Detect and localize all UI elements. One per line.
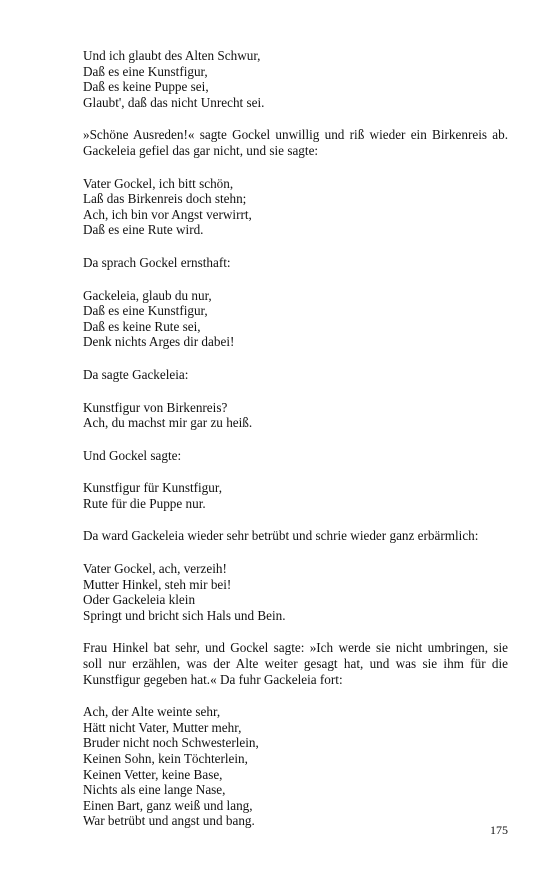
prose-paragraph [83, 448, 508, 464]
prose-paragraph [83, 255, 508, 271]
verse-stanza [83, 400, 508, 431]
verse-line: Oder Gackeleia klein [83, 592, 196, 608]
verse-line: Keinen Sohn, kein Töchterlein, [83, 751, 248, 766]
prose-line: Da sprach Gockel ernsthaft: [83, 254, 231, 270]
verse-line: Kunstfigur von Birkenreis? [83, 399, 228, 415]
verse-line: Mutter Hinkel, steh mir bei! [83, 576, 232, 592]
verse-line: Daß es eine Kunstfigur, [83, 303, 208, 319]
prose-line: Da ward Gackeleia wieder sehr betrübt und schrie wieder ganz erbärmlich: [83, 528, 479, 544]
verse-line: Bruder nicht noch Schwesterlein, [83, 735, 259, 751]
verse-stanza [83, 288, 508, 350]
verse-line: Rute für die Puppe nur. [83, 495, 206, 511]
verse-stanza [83, 704, 508, 829]
verse-stanza [83, 176, 508, 238]
verse-stanza [83, 561, 508, 623]
page-number: 175 [490, 823, 508, 837]
verse-line: Ach, der Alte weinte sehr, [83, 704, 221, 720]
verse-line: Nichts als eine lange Nase, [83, 782, 226, 798]
verse-line: Vater Gockel, ich bitt schön, [83, 175, 234, 191]
prose-paragraph [83, 640, 508, 687]
prose-line: Da sagte Gackeleia: [83, 366, 189, 382]
verse-line: Daß es eine Kunstfigur, [83, 63, 208, 79]
verse-line: Kunstfigur für Kunstfigur, [83, 480, 223, 496]
prose-paragraph [83, 528, 508, 544]
verse-line: Daß es eine Rute wird. [83, 222, 204, 238]
verse-line: Glaubt', daß das nicht Unrecht sei. [83, 94, 265, 110]
verse-line: Denk nichts Arges dir dabei! [83, 334, 235, 350]
verse-line: Daß es keine Puppe sei, [83, 79, 209, 95]
book-page-text [83, 48, 508, 846]
verse-stanza [83, 480, 508, 511]
verse-line: Gackeleia, glaub du nur, [83, 287, 212, 303]
verse-line: Keinen Vetter, keine Base, [83, 766, 223, 782]
prose-line: soll nur erzählen, was der Alte weiter gesagt hat, und was sie ihm für die [83, 656, 508, 672]
verse-line: Ach, ich bin vor Angst verwirrt, [83, 206, 252, 222]
verse-line: Einen Bart, ganz weiß und lang, [83, 797, 253, 813]
verse-line: Daß es keine Rute sei, [83, 318, 201, 334]
prose-line: »Schöne Ausreden!« sagte Gockel unwillig und riß wieder ein Birkenreis ab. [83, 127, 508, 143]
verse-line: Ach, du machst mir gar zu heiß. [83, 415, 253, 431]
verse-line: War betrübt und angst und bang. [83, 813, 255, 829]
verse-stanza [83, 48, 508, 110]
verse-line: Hätt nicht Vater, Mutter mehr, [83, 719, 242, 735]
prose-paragraph [83, 367, 508, 383]
prose-line: Und Gockel sagte: [83, 447, 182, 463]
prose-line: Gackeleia gefiel das gar nicht, und sie sagte: [83, 142, 319, 158]
verse-line: Und ich glaubt des Alten Schwur, [83, 48, 261, 63]
prose-line: Frau Hinkel bat sehr, und Gockel sagte: »Ich werde sie nicht umbringen, sie [83, 640, 508, 656]
verse-line: Vater Gockel, ach, verzeih! [83, 561, 227, 577]
verse-line: Springt und bricht sich Hals und Bein. [83, 607, 286, 623]
verse-line: Laß das Birkenreis doch stehn; [83, 191, 247, 207]
prose-line: Kunstfigur gegeben hat.« Da fuhr Gackeleia fort: [83, 671, 343, 687]
prose-paragraph [83, 127, 508, 158]
